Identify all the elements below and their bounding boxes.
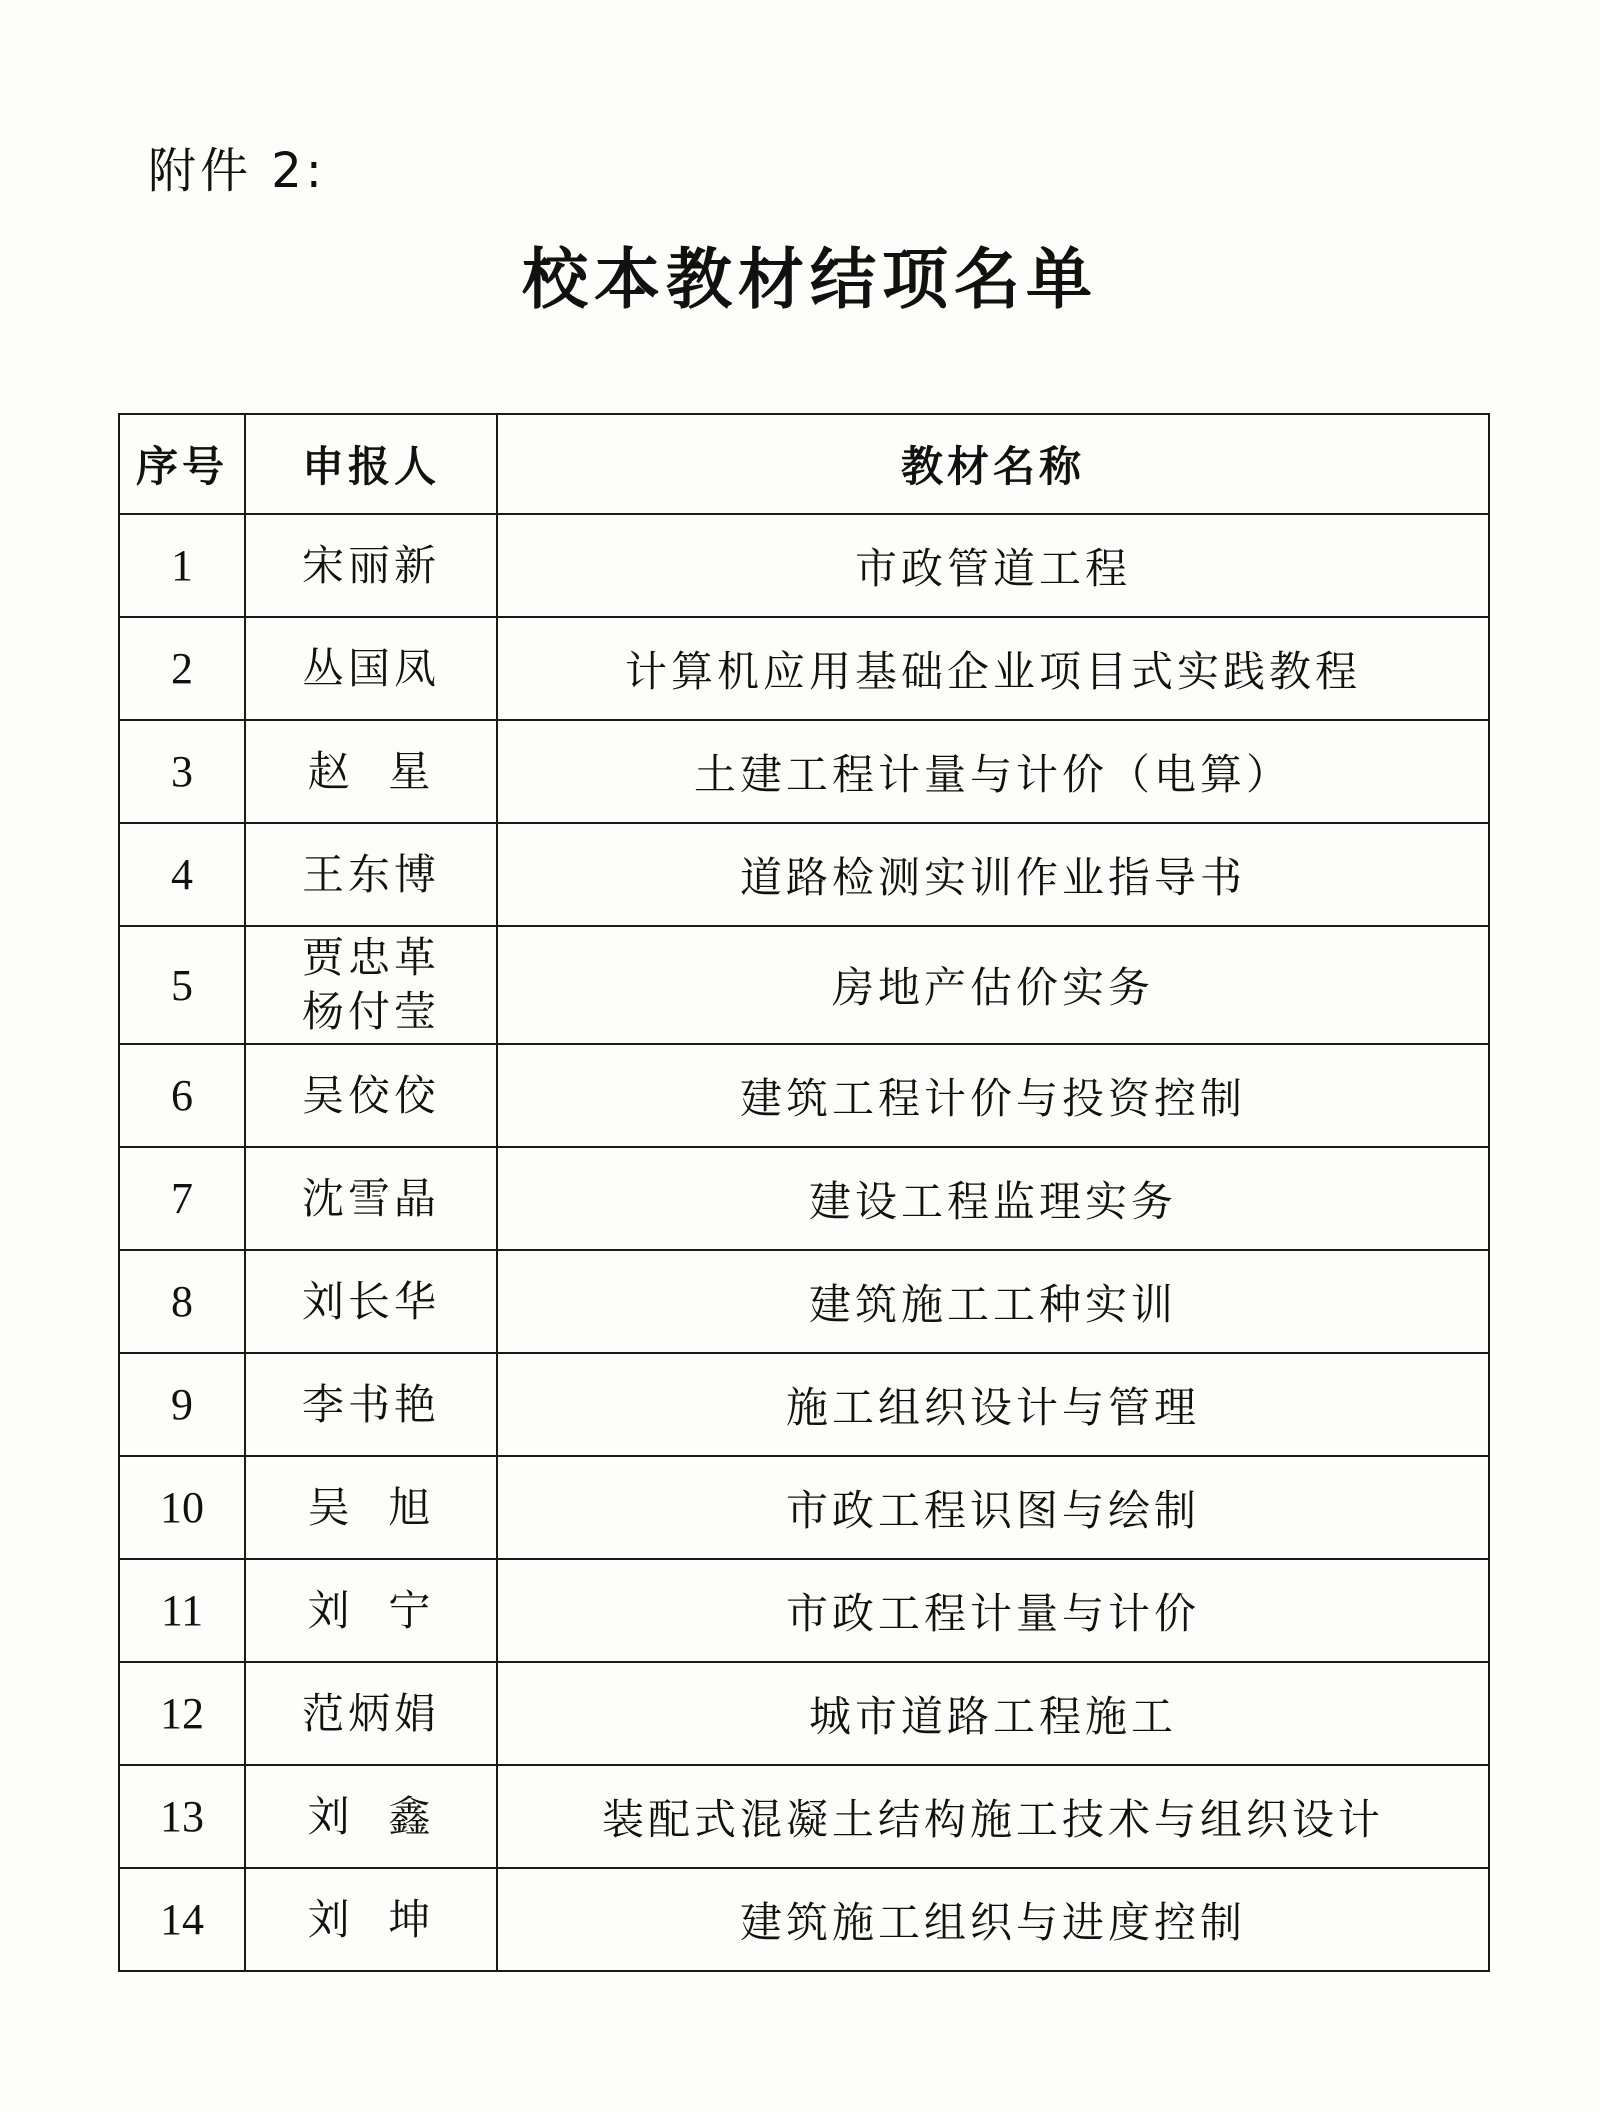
- cell-seq: 12: [119, 1662, 245, 1765]
- table-row: [119, 1147, 1489, 1250]
- applicant-name: 沈雪晶: [301, 1173, 440, 1223]
- cell-seq: 4: [119, 823, 245, 926]
- applicant-name: 丛国凤: [301, 643, 440, 693]
- cell-applicant: [245, 1662, 497, 1765]
- cell-seq: 6: [119, 1044, 245, 1147]
- applicant-name: 范炳娟: [301, 1688, 440, 1738]
- table-row: [119, 617, 1489, 720]
- cell-textbook: 土建工程计量与计价（电算）: [497, 720, 1489, 823]
- cell-textbook: 道路检测实训作业指导书: [497, 823, 1489, 926]
- table-row: [119, 1044, 1489, 1147]
- cell-seq: 1: [119, 514, 245, 617]
- cell-textbook: 建筑施工工种实训: [497, 1250, 1489, 1353]
- cell-applicant: [245, 1147, 497, 1250]
- applicant-name: 杨付莹: [301, 987, 440, 1036]
- cell-seq: 11: [119, 1559, 245, 1662]
- cell-textbook: 城市道路工程施工: [497, 1662, 1489, 1765]
- cell-textbook: 建筑施工组织与进度控制: [497, 1868, 1489, 1971]
- table-row: [119, 823, 1489, 926]
- cell-applicant: [245, 1044, 497, 1147]
- cell-seq: 9: [119, 1353, 245, 1456]
- cell-applicant: [245, 1765, 497, 1868]
- applicant-name: 刘 鑫: [307, 1791, 435, 1841]
- cell-textbook: 施工组织设计与管理: [497, 1353, 1489, 1456]
- table-row: [119, 1765, 1489, 1868]
- cell-textbook: 计算机应用基础企业项目式实践教程: [497, 617, 1489, 720]
- cell-seq: 8: [119, 1250, 245, 1353]
- applicant-name: 刘 宁: [307, 1585, 435, 1635]
- cell-textbook: 建筑工程计价与投资控制: [497, 1044, 1489, 1147]
- cell-applicant: [245, 926, 497, 1044]
- table-header-row: [119, 414, 1489, 514]
- cell-seq: 5: [119, 926, 245, 1044]
- cell-applicant: [245, 823, 497, 926]
- cell-seq: 7: [119, 1147, 245, 1250]
- applicant-name: 刘长华: [301, 1276, 440, 1326]
- header-seq: 序号: [119, 414, 245, 514]
- cell-seq: 10: [119, 1456, 245, 1559]
- attachment-label: 附件 2:: [148, 143, 326, 199]
- cell-seq: 14: [119, 1868, 245, 1971]
- cell-applicant: [245, 720, 497, 823]
- cell-applicant: [245, 1250, 497, 1353]
- cell-textbook: 市政工程识图与绘制: [497, 1456, 1489, 1559]
- cell-applicant: [245, 617, 497, 720]
- cell-applicant: [245, 514, 497, 617]
- table-row: [119, 1456, 1489, 1559]
- cell-seq: 13: [119, 1765, 245, 1868]
- applicant-name: 王东博: [301, 849, 440, 899]
- cell-seq: 2: [119, 617, 245, 720]
- applicant-name: 赵 星: [307, 746, 435, 796]
- cell-applicant: [245, 1353, 497, 1456]
- cell-applicant: [245, 1559, 497, 1662]
- applicant-name: 吴佼佼: [301, 1070, 440, 1120]
- textbook-table: [118, 413, 1490, 1972]
- applicant-name: 宋丽新: [301, 540, 440, 590]
- applicant-name: 贾忠革: [301, 933, 440, 982]
- table-row: [119, 1662, 1489, 1765]
- applicant-name: 李书艳: [301, 1379, 440, 1429]
- cell-textbook: 建设工程监理实务: [497, 1147, 1489, 1250]
- table-row: [119, 720, 1489, 823]
- table-row: [119, 1868, 1489, 1971]
- cell-seq: 3: [119, 720, 245, 823]
- table-row: [119, 514, 1489, 617]
- table-row: [119, 1353, 1489, 1456]
- cell-textbook: 房地产估价实务: [497, 926, 1489, 1044]
- cell-textbook: 市政工程计量与计价: [497, 1559, 1489, 1662]
- applicant-name: 刘 坤: [307, 1894, 435, 1944]
- cell-textbook: 装配式混凝土结构施工技术与组织设计: [497, 1765, 1489, 1868]
- applicant-name: 吴 旭: [307, 1482, 435, 1532]
- cell-applicant: [245, 1456, 497, 1559]
- header-textbook: 教材名称: [497, 414, 1489, 514]
- table-row: [119, 1559, 1489, 1662]
- table-row: [119, 1250, 1489, 1353]
- header-applicant: 申报人: [245, 414, 497, 514]
- cell-applicant: [245, 1868, 497, 1971]
- table-row: [119, 926, 1489, 1044]
- table-body: [119, 514, 1489, 1971]
- page-title: 校本教材结项名单: [522, 241, 1098, 318]
- cell-textbook: 市政管道工程: [497, 514, 1489, 617]
